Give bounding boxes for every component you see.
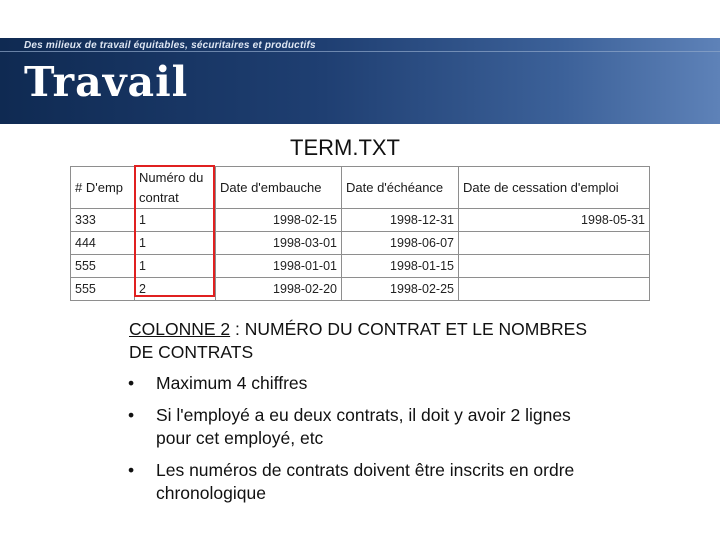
list-item [128,372,608,395]
column-header-termination-date: Date de cessation d'emploi [459,167,650,209]
cell-due-date: 1998-12-31 [342,209,459,232]
cell-due-date: 1998-02-25 [342,278,459,301]
list-item [128,404,608,450]
column-header-hire-date: Date d'embauche [216,167,342,209]
cell-termination-date [459,278,650,301]
section-heading [129,318,599,364]
cell-contract-number: 1 [135,232,216,255]
banner-divider [0,51,720,52]
header-contract-line2: contrat [139,189,179,205]
table-header-row [71,167,650,209]
bullet-text: Maximum 4 chiffres [156,373,308,393]
table-row [71,232,650,255]
record-table-container [70,166,649,298]
column-header-due-date: Date d'échéance [342,167,459,209]
section-heading-text: : NUMÉRO DU CONTRAT ET LE NOMBRES DE CONTRATS [129,319,587,362]
bullet-dot: • [128,373,135,393]
cell-due-date: 1998-06-07 [342,232,459,255]
cell-employee: 555 [71,255,135,278]
bullet-list [128,372,608,514]
cell-termination-date [459,255,650,278]
cell-termination-date [459,232,650,255]
cell-hire-date: 1998-01-01 [216,255,342,278]
column-header-contract-number [135,167,216,209]
bullet-text: Les numéros de contrats doivent être inscrits en ordre chronologique [156,460,575,503]
cell-contract-number: 2 [135,278,216,301]
cell-due-date: 1998-01-15 [342,255,459,278]
cell-hire-date: 1998-02-15 [216,209,342,232]
cell-contract-number: 1 [135,209,216,232]
cell-employee: 555 [71,278,135,301]
cell-contract-number: 1 [135,255,216,278]
slide-title: TERM.TXT [290,135,400,160]
list-item [128,459,608,505]
table-row [71,278,650,301]
cell-employee: 333 [71,209,135,232]
bullet-text: Si l'employé a eu deux contrats, il doit y avoir 2 lignes pour cet employé, etc [156,405,571,448]
brand-wordmark: Travail [24,58,189,106]
section-heading-column-label: COLONNE 2 [129,319,231,339]
record-table [70,166,650,301]
cell-hire-date: 1998-02-20 [216,278,342,301]
cell-hire-date: 1998-03-01 [216,232,342,255]
top-strip [0,0,720,38]
table-row [71,209,650,232]
bullet-dot: • [128,405,135,425]
table-row [71,255,650,278]
cell-termination-date: 1998-05-31 [459,209,650,232]
column-header-employee: # D'emp [71,167,135,209]
cell-employee: 444 [71,232,135,255]
header-tagline: Des milieux de travail équitables, sécuritaires et productifs [24,40,316,51]
header-contract-line1: Numéro du [139,169,204,185]
bullet-dot: • [128,460,135,480]
